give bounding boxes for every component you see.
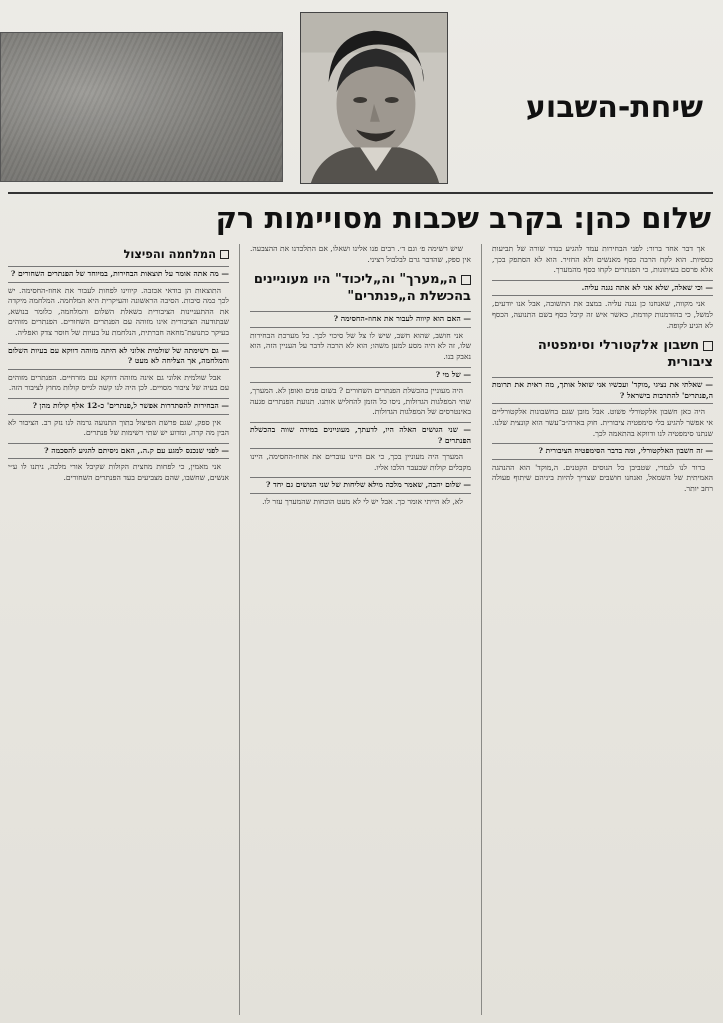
question: — גם רשימתה של שולמית אלוני לא היתה מזוהה דווקא עם בעיות השלום והמלחמה, אך הצליחה לא מעט ? <box>8 343 229 370</box>
paragraph: אני חושב, שהוא חשב, שיש לו צל של סיכוי לכך. כל מערכת הבחירות שלו, זה לא היה מסע למען משהו; הוא לא הרבה לדבר על העניין הזה, הוא נאבק בנו. <box>250 330 471 361</box>
question: — שאלתי את נציגי ,מוקד' ועכשיו אני שואל אותך, מה ראית את תרומת ה,פנתרים' להתרבות בישראל ? <box>492 377 713 404</box>
question: — של מי ? <box>250 367 471 384</box>
subhead-text: חשבון אלקטורלי וסימפטיה ציבורית <box>537 338 713 371</box>
question: — מה אתה אומר על תוצאות הבחירות, במיוחד של הפנתרים השחורים ? <box>8 266 229 283</box>
column-right <box>8 244 229 1015</box>
paragraph: אין ספק, שגם פרשת הפיצול בתוך התנועה גרמה לנו נזק רב. הציבור לא הבין מה קרה, ומדוע יש שתי רשימות של פנתרים. <box>8 417 229 438</box>
square-bullet-icon <box>703 341 713 351</box>
question: — לפני שנכנס למגע עם ק.ה., האם ניסיתם להגיע להסכמה ? <box>8 443 229 460</box>
subhead <box>250 271 471 305</box>
question: — וכי שאלה, שלא אני לא אתה נגנה עליה. <box>492 280 713 297</box>
subhead-text: המלחמה והפיצול <box>123 247 216 261</box>
top-rule <box>8 192 713 194</box>
column-left <box>492 244 713 1015</box>
paragraph: היה מעוניין בהכשלת הפנתרים השחורים ? בשום פנים ואופן לא. המערך, שתי המפלגות הגדולות, ניסו כל הזמן להחליש אותנו. תנועת הפנתרים פגעה באינטרסים של המפלגות הגדולות. <box>250 386 471 417</box>
paragraph: ברור לנו לגמרי, שטביבן כל הנוסים הקטנים. ה,מוקד' הוא ההנהגה האמיתית של השמאל, ואנחנו חושבים שצריך להיות ביניהם שיתוף פעולה רחב יותר. <box>492 462 713 493</box>
paragraph: היה כאן חשבון אלקטורלי פשוט. אבל מובן שגם בחשבונות אלקטורליים אי אפשר להגיע בלי סימפטיה ציבורית. חוק בארה״ב־עשר הוא קונצית שלנו. שנתנו סימפטיה לנו ודווקא בהתאמה לכך. <box>492 407 713 438</box>
section-title: שיחת-השבוע <box>525 90 703 125</box>
blurred-photo <box>0 32 283 182</box>
paragraph: שיש רשימה פ׳ וגם ד׳. רבים פנו אלינו ושאלו, אם התלכדנו את ההצבעה. אין ספק, שהדבר גרם לבלבול רציני. <box>250 244 471 264</box>
column-divider <box>481 244 482 1015</box>
question: — זה חשבון האלקטורלי, ומה בדבר הסימפטיה הציבורית ? <box>492 443 713 460</box>
column-divider <box>239 244 240 1015</box>
portrait-photo <box>300 12 448 184</box>
headline: שלום כהן: בקרב שכבות מסויימות רק <box>215 201 711 235</box>
subhead-text: ה„מערך" וה„ליכוד" היו מעוניינים בהכשלת ה„פנתרים" <box>253 272 471 305</box>
question: — הבחירות להסתדרות אפשר ל,פנתרים' כ-12 אלף קולות מהן ? <box>8 398 229 415</box>
paragraph: אבל שולמית אלוני גם אינה מזוהה דווקא עם מזרחיים. הפנתרים מזוהים עם בעיה של ציבור מסויים. לכן היה לנו קשה לגייס קולות מחוץ לציבור הזה. <box>8 372 229 393</box>
paragraph: אני מאמין, כי לפחות מחצית הקולות שקיבל אורי מלכה, ניתנו לו ע״י אנשים, שחשבו, שהם מצביעים בעד הפנתרים השחורים. <box>8 462 229 482</box>
paragraph: אך דבר אחד ברור: לפני הבחירות עמד להגיע בנדר שורה של תביעות כספיות. הוא לקח הרבה כסף מאנשים ולא החזיר. הוא לא הסתפק בכך, אלא פרסם בעיתונות, כי הפנתרים לקחו כסף מהמערך. <box>492 244 713 275</box>
paragraph: לא, לא הייתי אומר כך. אבל יש לי לא מעט הוכחות שהמערך עזר לו. <box>262 496 463 506</box>
question: — האם הוא קיווה לעבור את אחוז-החסימה ? <box>250 311 471 328</box>
paragraph: אני מקווה, שאנחנו כן נגנה עליה. במצב את התשובה, אבל אנו יודעים, למשל, כי בהזדמנות קודמת, כאשר איש זה קיבל כסף בשם התנועה, הכסף לא הגיע לקופה. <box>492 299 713 330</box>
article-columns <box>8 244 713 1015</box>
question: — שלום יהבה, שאמר מלכה מילא שליחות של שני הגושים גם יחד ? <box>250 477 471 494</box>
paragraph: המערך היה מעוניין בכך, כי אם היינו עוברים את אחוז-החסימה, היינו מקבלים קולות שבעבר הלכו אליו. <box>250 452 471 472</box>
column-middle <box>250 244 471 1015</box>
square-bullet-icon <box>220 250 229 259</box>
subhead <box>8 247 229 262</box>
question: — שני הגושים האלה היו, לדעתך, מעוניינים במידה שווה בהכשלת הפנתרים ? <box>250 422 471 449</box>
subhead <box>492 337 713 371</box>
paragraph: התוצאות הן בודאי אכזבה. קיווינו לפחות לעבור את אחוז-החסימה. יש לכך כמה סיבות. הסיבה הראשונה והעיקרית היא המלחמה. המלחמה מיקדה את ההתעניינות הציבורית בשאלת השלום והמלחמה, כלומר בנושא, שבתודעה הציבורית אינו מזוהה עם הפנתרים השחורים. הפנתרים מזוהים בעיקר כתנועת־מחאה חברתית, הנלחמת על בעיות של חוסר צדק ואפליה. <box>8 285 229 337</box>
square-bullet-icon <box>461 275 471 285</box>
